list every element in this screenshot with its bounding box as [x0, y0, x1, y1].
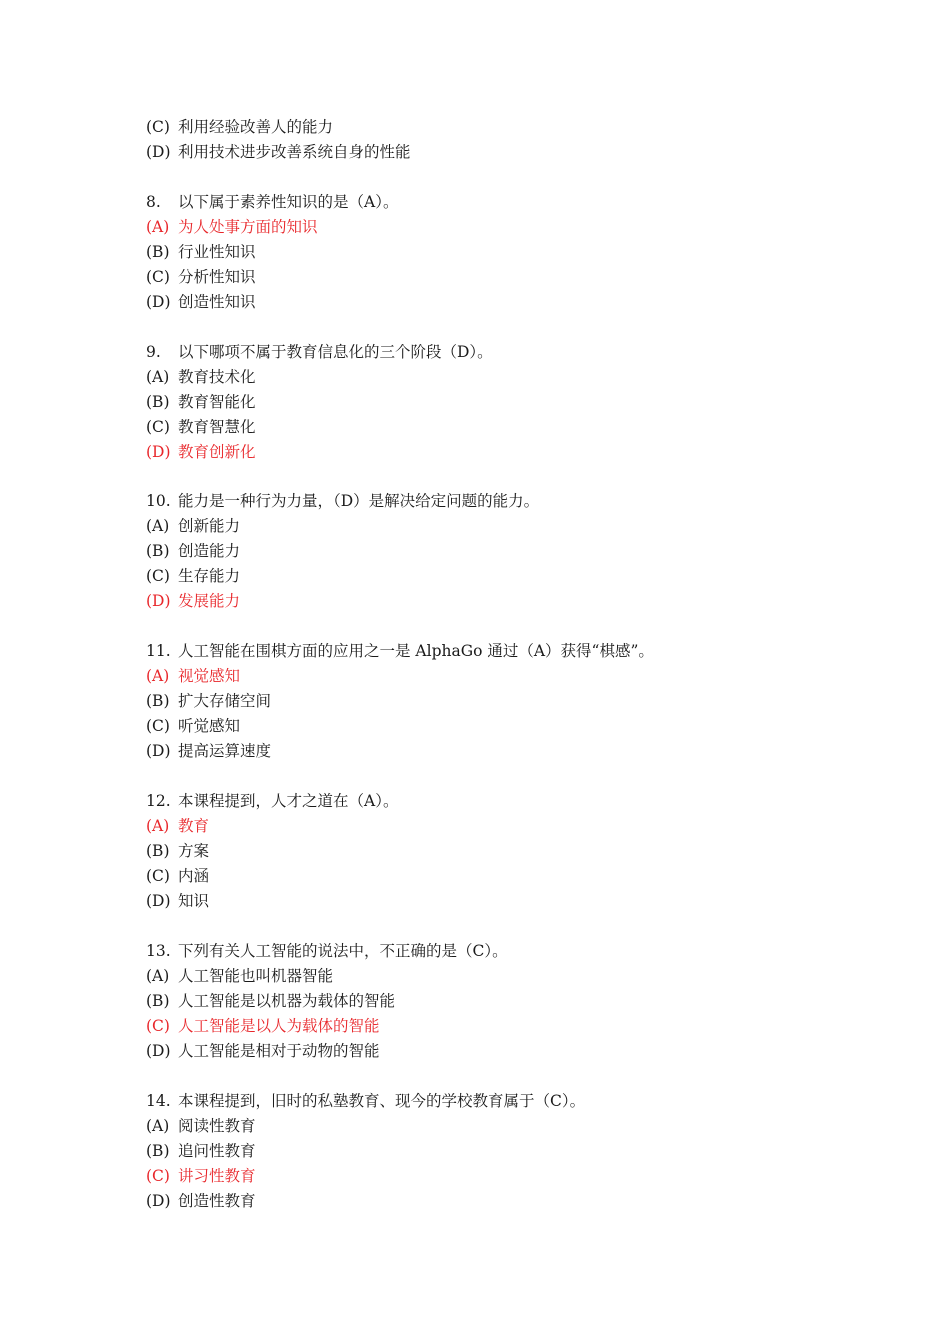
option-letter: (A) — [146, 517, 170, 536]
option-text: 内涵 — [178, 866, 210, 885]
option-letter: (B) — [146, 1141, 170, 1160]
question-number: 13. — [146, 941, 171, 960]
question-stem — [146, 340, 866, 365]
question-spacer — [146, 914, 866, 939]
question-spacer — [146, 315, 866, 340]
option-letter: (A) — [146, 217, 170, 236]
question-text: 本课程提到，人才之道在（A）。 — [178, 791, 399, 810]
option-letter: (A) — [146, 816, 170, 835]
option-letter: (A) — [146, 1116, 170, 1135]
option-text: 利用技术进步改善系统自身的性能 — [178, 143, 411, 161]
question-number: 8. — [146, 192, 161, 211]
question-text: 以下哪项不属于教育信息化的三个阶段（D）。 — [178, 342, 493, 361]
option-text: 扩大存储空间 — [178, 692, 272, 711]
option-row — [146, 365, 866, 390]
option-row — [146, 564, 866, 589]
question-spacer — [146, 165, 866, 190]
option-text: 教育创新化 — [178, 442, 256, 461]
correct-option-row — [146, 1164, 866, 1189]
question-spacer — [146, 465, 866, 490]
option-letter: (B) — [146, 991, 170, 1010]
option-letter: (C) — [146, 267, 170, 286]
question-list — [146, 165, 866, 1214]
question-number: 12. — [146, 791, 171, 810]
question-number: 11. — [146, 642, 171, 661]
question-number: 10. — [146, 492, 171, 511]
option-row — [146, 240, 866, 265]
option-text: 提高运算速度 — [178, 742, 272, 761]
option-row — [146, 864, 866, 889]
option-text: 人工智能也叫机器智能 — [178, 966, 334, 985]
option-letter: (B) — [146, 392, 170, 411]
question-block — [146, 639, 866, 764]
question-spacer — [146, 614, 866, 639]
question-spacer — [146, 1064, 866, 1089]
question-stem — [146, 489, 866, 514]
option-letter: (C) — [146, 1166, 170, 1185]
option-text: 人工智能是以机器为载体的智能 — [178, 991, 396, 1010]
question-block — [146, 789, 866, 914]
option-letter: (D) — [146, 1191, 171, 1210]
question-block — [146, 1089, 866, 1214]
option-text: 人工智能是相对于动物的智能 — [178, 1041, 380, 1060]
option-row — [146, 140, 866, 165]
option-text: 利用经验改善人的能力 — [178, 118, 334, 136]
option-row — [146, 115, 866, 140]
option-letter: (B) — [146, 542, 170, 561]
question-stem — [146, 789, 866, 814]
option-row — [146, 714, 866, 739]
option-text: 教育 — [178, 816, 210, 835]
option-row — [146, 1039, 866, 1064]
option-text: 为人处事方面的知识 — [178, 217, 318, 236]
option-row — [146, 1189, 866, 1214]
question-block — [146, 340, 866, 465]
option-row — [146, 689, 866, 714]
question-stem — [146, 639, 866, 664]
question-text: 本课程提到，旧时的私塾教育、现今的学校教育属于（C）。 — [178, 1091, 586, 1110]
question-block — [146, 489, 866, 614]
correct-option-row — [146, 814, 866, 839]
option-row — [146, 265, 866, 290]
option-letter: (B) — [146, 692, 170, 711]
option-text: 教育智能化 — [178, 392, 256, 411]
option-text: 创造能力 — [178, 542, 241, 561]
question-stem — [146, 1089, 866, 1114]
correct-option-row — [146, 215, 866, 240]
option-text: 讲习性教育 — [178, 1166, 256, 1185]
question-stem — [146, 939, 866, 964]
option-text: 教育技术化 — [178, 367, 256, 386]
option-row — [146, 889, 866, 914]
option-text: 追问性教育 — [178, 1141, 256, 1160]
question-block — [146, 190, 866, 315]
correct-option-row — [146, 1014, 866, 1039]
question-spacer — [146, 764, 866, 789]
option-text: 人工智能是以人为载体的智能 — [178, 1016, 380, 1035]
question-text: 下列有关人工智能的说法中，不正确的是（C）。 — [178, 941, 508, 960]
option-letter: (D) — [146, 592, 171, 611]
option-row — [146, 1114, 866, 1139]
option-text: 听觉感知 — [178, 717, 241, 736]
question-number: 14. — [146, 1091, 171, 1110]
option-letter: (D) — [146, 742, 171, 761]
option-text: 教育智慧化 — [178, 417, 256, 436]
question-number: 9. — [146, 342, 161, 361]
option-letter: (B) — [146, 841, 170, 860]
option-row — [146, 989, 866, 1014]
option-letter: (A) — [146, 966, 170, 985]
option-text: 方案 — [178, 841, 210, 860]
option-letter: (D) — [146, 1041, 171, 1060]
option-text: 知识 — [178, 891, 210, 910]
question-text: 能力是一种行为力量，（D）是解决给定问题的能力。 — [178, 492, 540, 511]
correct-option-row — [146, 589, 866, 614]
option-letter: (A) — [146, 667, 170, 686]
option-letter: (D) — [146, 143, 171, 161]
option-letter: (D) — [146, 891, 171, 910]
question-text: 以下属于素养性知识的是（A）。 — [178, 192, 399, 211]
option-text: 行业性知识 — [178, 242, 256, 261]
option-text: 创造性教育 — [178, 1191, 256, 1210]
option-letter: (C) — [146, 118, 170, 136]
option-row — [146, 415, 866, 440]
question-block — [146, 939, 866, 1064]
option-text: 生存能力 — [178, 567, 241, 586]
option-letter: (A) — [146, 367, 170, 386]
option-letter: (C) — [146, 567, 170, 586]
option-text: 分析性知识 — [178, 267, 256, 286]
question-text: 人工智能在围棋方面的应用之一是 AlphaGo 通过（A）获得“棋感”。 — [178, 642, 654, 661]
option-letter: (C) — [146, 717, 170, 736]
option-row — [146, 390, 866, 415]
continued-options — [146, 115, 866, 165]
question-stem — [146, 190, 866, 215]
option-row — [146, 1139, 866, 1164]
option-row — [146, 290, 866, 315]
option-row — [146, 839, 866, 864]
option-letter: (B) — [146, 242, 170, 261]
correct-option-row — [146, 440, 866, 465]
option-text: 阅读性教育 — [178, 1116, 256, 1135]
option-text: 发展能力 — [178, 592, 241, 611]
option-text: 创造性知识 — [178, 292, 256, 311]
option-row — [146, 739, 866, 764]
correct-option-row — [146, 664, 866, 689]
option-text: 创新能力 — [178, 517, 241, 536]
option-letter: (C) — [146, 866, 170, 885]
option-letter: (D) — [146, 292, 171, 311]
option-row — [146, 964, 866, 989]
option-letter: (D) — [146, 442, 171, 461]
option-row — [146, 514, 866, 539]
option-text: 视觉感知 — [178, 667, 241, 686]
option-row — [146, 539, 866, 564]
option-letter: (C) — [146, 417, 170, 436]
option-letter: (C) — [146, 1016, 170, 1035]
document-page — [146, 115, 866, 1214]
